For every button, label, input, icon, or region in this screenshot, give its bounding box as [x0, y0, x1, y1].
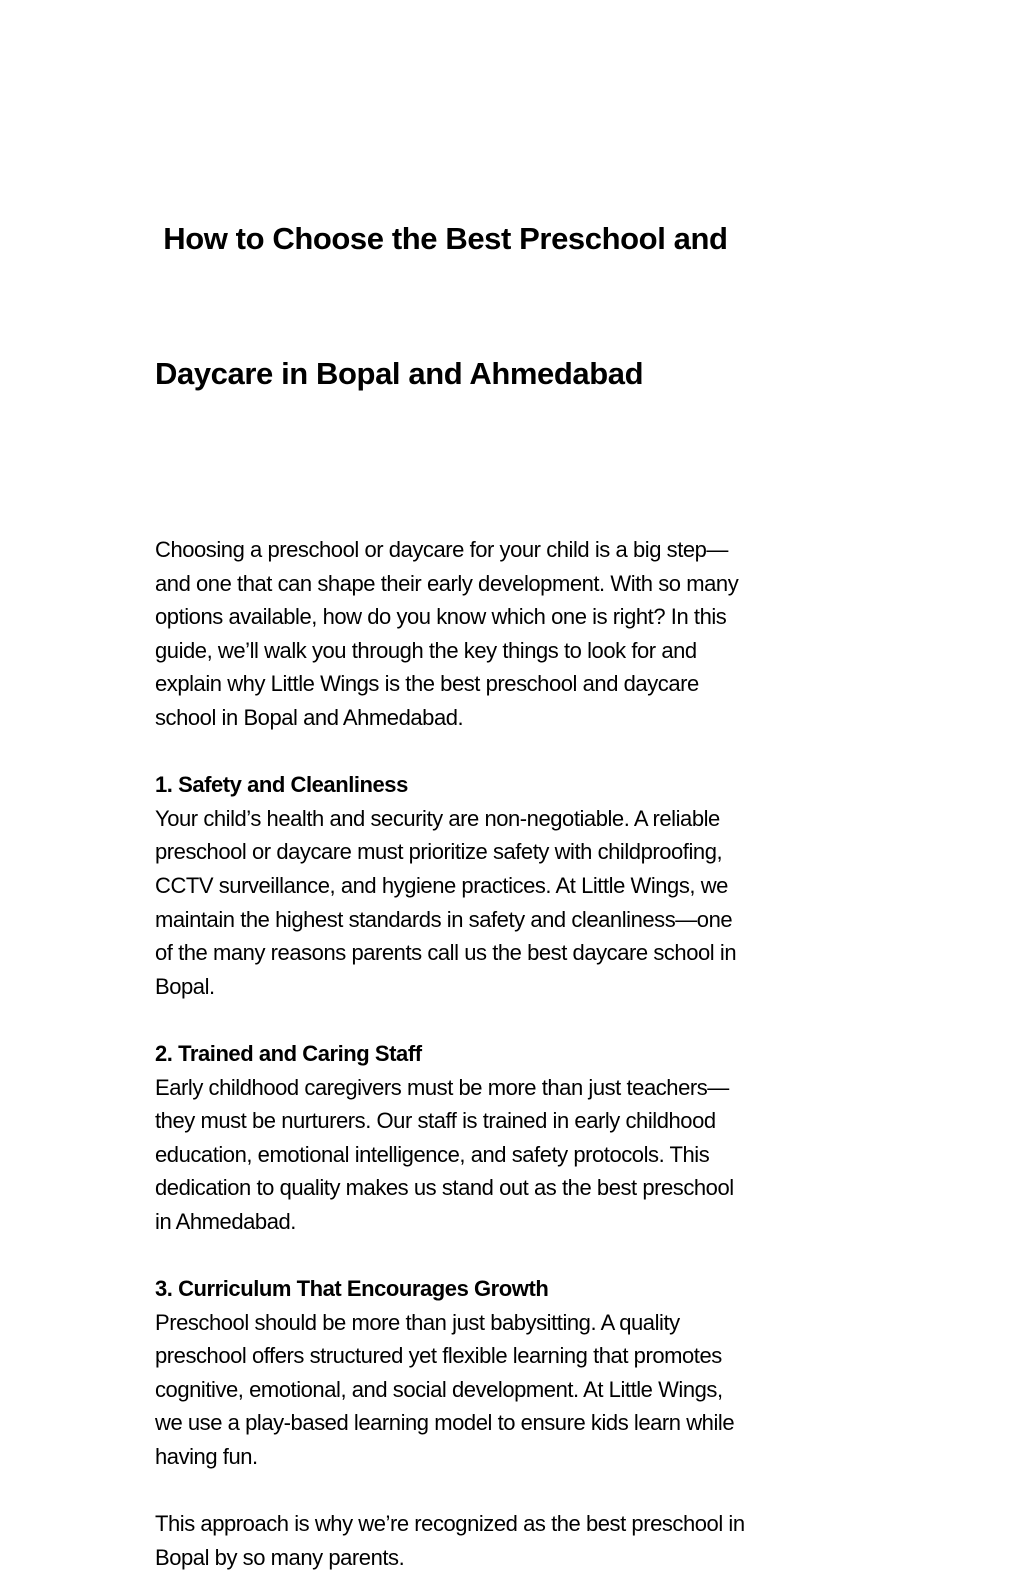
paragraph-line: maintain the highest standards in safety and cleanliness—one — [155, 906, 733, 932]
section-heading: 1. Safety and Cleanliness — [155, 772, 408, 798]
paragraph-line: we use a play-based learning model to ensure kids learn while — [155, 1410, 735, 1436]
paragraph-line: of the many reasons parents call us the best daycare school in — [155, 940, 737, 966]
closing-paragraph — [155, 1507, 875, 1574]
paragraph-line: Bopal. — [155, 973, 215, 999]
intro-paragraph — [155, 533, 875, 735]
paragraph-line: Preschool should be more than just babysitting. A quality — [155, 1309, 680, 1335]
paragraph-line: Choosing a preschool or daycare for your child is a big step— — [155, 537, 728, 562]
paragraph-line: options available, how do you know which one is right? In this — [155, 604, 727, 630]
section-trained-staff — [155, 1037, 875, 1239]
paragraph-line: CCTV surveillance, and hygiene practices. At Little Wings, we — [155, 872, 728, 898]
paragraph-line: explain why Little Wings is the best preschool and daycare — [155, 671, 699, 697]
paragraph-line: cognitive, emotional, and social development. At Little Wings, — [155, 1376, 723, 1402]
page-title — [155, 126, 875, 486]
title-line: How to Choose the Best Preschool and — [155, 221, 728, 256]
paragraph-line: Bopal by so many parents. — [155, 1544, 405, 1570]
paragraph-line: Early childhood caregivers must be more than just teachers— — [155, 1074, 729, 1100]
paragraph-line: dedication to quality makes us stand out as the best preschool — [155, 1175, 734, 1201]
paragraph-line: they must be nurturers. Our staff is trained in early childhood — [155, 1108, 716, 1134]
section-paragraph — [155, 1071, 875, 1239]
section-safety-cleanliness — [155, 768, 875, 1003]
paragraph-line: This approach is why we’re recognized as the best preschool in — [155, 1511, 745, 1537]
paragraph-line: preschool or daycare must prioritize safety with childproofing, — [155, 839, 723, 865]
paragraph-line: education, emotional intelligence, and safety protocols. This — [155, 1141, 710, 1167]
section-paragraph — [155, 1306, 875, 1474]
paragraph-line: and one that can shape their early development. With so many — [155, 570, 739, 596]
paragraph-line: having fun. — [155, 1444, 258, 1470]
paragraph-line: Your child’s health and security are non-negotiable. A reliable — [155, 805, 720, 831]
section-paragraph — [155, 802, 875, 1004]
section-heading: 3. Curriculum That Encourages Growth — [155, 1276, 549, 1302]
paragraph-line: in Ahmedabad. — [155, 1208, 296, 1234]
title-line: Daycare in Bopal and Ahmedabad — [155, 356, 644, 391]
section-curriculum — [155, 1272, 875, 1474]
paragraph-line: preschool offers structured yet flexible learning that promotes — [155, 1343, 722, 1369]
section-heading: 2. Trained and Caring Staff — [155, 1040, 422, 1066]
document-body — [155, 126, 875, 1574]
paragraph-line: school in Bopal and Ahmedabad. — [155, 704, 464, 730]
paragraph-line: guide, we’ll walk you through the key things to look for and — [155, 637, 697, 663]
